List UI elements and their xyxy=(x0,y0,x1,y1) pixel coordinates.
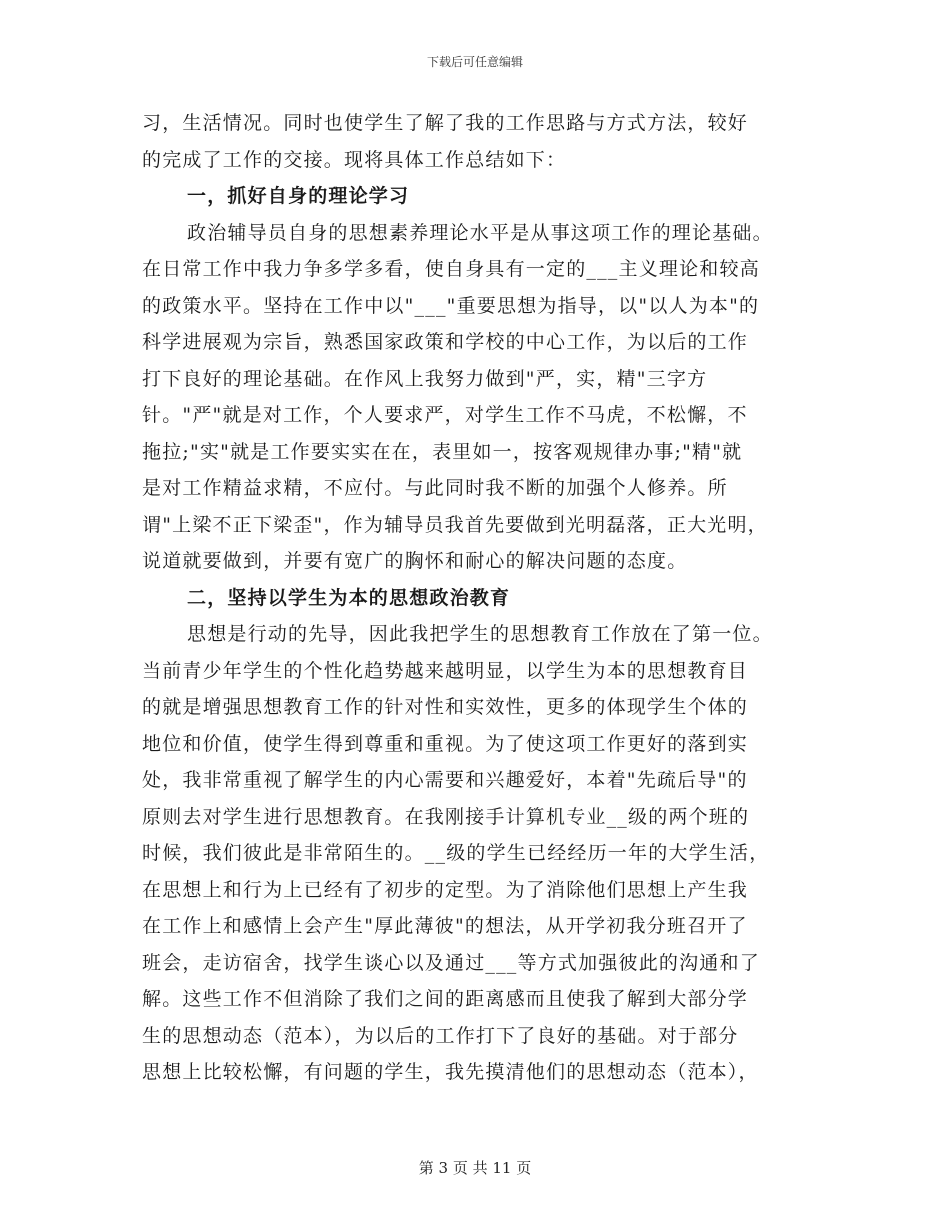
text-line: 谓"上梁不正下梁歪"，作为辅导员我首先要做到光明磊落，正大光明， xyxy=(142,513,768,536)
text-line: 思想是行动的先导，因此我把学生的思想教育工作放在了第一位。 xyxy=(187,623,773,645)
text-line: 的完成了工作的交接。现将具体工作总结如下： xyxy=(142,148,567,171)
text-line: 处，我非常重视了解学生的内心需要和兴趣爱好，本着"先疏后导"的 xyxy=(142,769,748,791)
text-line: 思想上比较松懈，有问题的学生，我先摸清他们的思想动态（范本）， xyxy=(142,1061,759,1083)
text-line: 当前青少年学生的个性化趋势越来越明显，以学生为本的思想教育目 xyxy=(142,659,749,682)
section-heading-1: 一，抓好自身的理论学习 xyxy=(187,185,410,207)
text-line: 班会，走访宿舍，找学生谈心以及通过___等方式加强彼此的沟通和了 xyxy=(142,951,760,974)
text-line: 在日常工作中我力争多学多看，使自身具有一定的___主义理论和较高 xyxy=(142,258,760,280)
text-line: 在思想上和行为上已经有了初步的定型。为了消除他们思想上产生我 xyxy=(142,878,749,901)
text-line: 在工作上和感情上会产生"厚此薄彼"的想法，从开学初我分班召开了 xyxy=(142,915,748,937)
text-line: 时候，我们彼此是非常陌生的。__级的学生已经经历一年的大学生活， xyxy=(142,842,770,864)
text-line: 针。"严"就是对工作，个人要求严，对学生工作不马虎，不松懈，不 xyxy=(142,404,748,426)
text-line: 地位和价值，使学生得到尊重和重视。为了使这项工作更好的落到实 xyxy=(142,732,749,755)
text-line: 原则去对学生进行思想教育。在我刚接手计算机专业__级的两个班的 xyxy=(142,805,750,828)
page-header: 下载后可任意编辑 xyxy=(426,55,523,69)
text-line: 生的思想动态（范本），为以后的工作打下了良好的基础。对于部分 xyxy=(142,1024,739,1047)
section-heading-2: 二，坚持以学生为本的思想政治教育 xyxy=(187,586,511,609)
text-line: 打下良好的理论基础。在作风上我努力做到"严，实，精"三字方 xyxy=(142,367,708,390)
text-line: 的政策水平。坚持在工作中以"___"重要思想为指导，以"以人为本"的 xyxy=(142,294,760,317)
text-line: 拖拉;"实"就是工作要实实在在，表里如一，按客观规律办事;"精"就 xyxy=(142,440,743,463)
text-line: 解。这些工作不但消除了我们之间的距离感而且使我了解到大部分学 xyxy=(142,988,749,1010)
text-line: 的就是增强思想教育工作的针对性和实效性，更多的体现学生个体的 xyxy=(142,696,749,718)
document-body xyxy=(142,105,812,1091)
text-line: 政治辅导员自身的思想素养理论水平是从事这项工作的理论基础。 xyxy=(187,221,773,244)
text-line: 说道就要做到，并要有宽广的胸怀和耐心的解决问题的态度。 xyxy=(142,550,688,572)
page-number: 第 3 页 共 11 页 xyxy=(418,1159,532,1177)
text-line: 科学进展观为宗旨，熟悉国家政策和学校的中心工作，为以后的工作 xyxy=(142,331,749,353)
text-line: 是对工作精益求精，不应付。与此同时我不断的加强个人修养。所 xyxy=(142,477,728,499)
text-line: 习，生活情况。同时也使学生了解了我的工作思路与方式方法，较好 xyxy=(142,112,749,134)
